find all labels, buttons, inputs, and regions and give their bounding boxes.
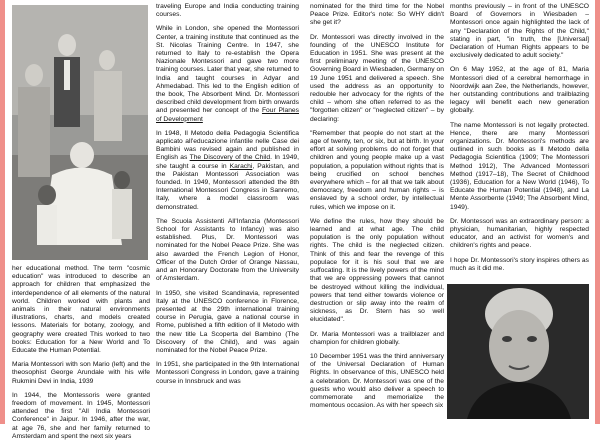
paragraph: In 1944, the Montessoris were granted freedom of movement. In 1945, Montessori attended the first "All India Montessori Conference" in Jaipur. In 1946, after the war, at age 76, she and her family returned to Amsterdam and spent the next six years bbox=[12, 391, 150, 440]
page-border-left bbox=[0, 0, 5, 424]
paragraph: On 6 May 1952, at the age of 81, Maria Montessori died of a cerebral hemorrhage in Noordwijk aan Zee, the Netherlands, however, her outstanding contributions and trailblazing legacy will benefit each new generation globally. bbox=[450, 66, 589, 115]
paragraph: The name Montessori is not legally protected. Hence, there are many Montessori organizations. Dr. Montessori's methods are outlined in such books as Il Metodo della Pedagogia Scientifica (1909; The Montessori Method 1912), The Advanced Montessori Method (1917–18), The Secret of Childhood (1936), Education for a New World (1946), To Educate the Human Potential (1948), and La Mente Assorbente (1949; The Absorbent Mind, 1949). bbox=[450, 121, 589, 211]
paragraph: Dr. Montessori was an extraordinary person: a physician, humanitarian, highly respected educator, and an activist for women's and children's rights and peace. bbox=[450, 217, 589, 250]
photo-caption: Maria Montessori with son Mario (left) and the theosophist George Arundale with his wife Rukmini Devi in India, 1939 bbox=[12, 361, 150, 385]
paragraph: I hope Dr. Montessori's story inspires others as much as it did me. bbox=[450, 256, 589, 272]
quote-paragraph: We define the rules, how they should be learned and at what age. The child population is the only population without rights. The child is the neglected citizen. Think of this and fear the revenge of this populace for it is his soul that we are suffocating. It is the lively powers of the mind that we are oppressing powers that cannot be destroyed without killing the individual, powers that tend either towards violence or destruction or slip away into the realm of sickness, as Dr. Stern has so well elucidated". bbox=[310, 217, 444, 324]
column-3 bbox=[310, 3, 444, 416]
paragraph: 10 December 1951 was the third anniversary of the Universal Declaration of Human Rights. In observance of this, UNESCO held a celebration. Dr. Montessori was one of the guests who would also deliver a speech to commemorate and memorialize the momentous occasion. As with her speech six bbox=[310, 352, 444, 410]
group-photo bbox=[12, 5, 148, 260]
portrait-photo bbox=[447, 284, 589, 419]
page-border-right bbox=[595, 0, 600, 424]
column-1 bbox=[12, 265, 150, 447]
paragraph: In 1951, she participated in the 9th International Montessori Congress in London, gave a training course in Innsbruck and was bbox=[156, 361, 299, 385]
paragraph: Dr. Maria Montessori was a trailblazer and champion for children globally. bbox=[310, 330, 444, 346]
paragraph: months previously – in front of the UNESCO Board of Governors in Wiesbaden – Montessori once again highlighted the lack of any "Declaration of the Rights of the Child," stating in part, "in truth, the [Universal] Declaration of Human Rights appears to be exclusively dedicated to adult society." bbox=[450, 3, 589, 60]
paragraph: Dr. Montessori was directly involved in the founding of the UNESCO Institute for Education in 1951. She was present at the first preliminary meeting of the UNESCO Governing Board in Wiesbaden, Germany on 19 June 1951 and delivered a speech. She used the address as an opportunity to redouble her advocacy for the rights of the child – whom she often referred to as the "forgotten citizen" or "neglected citizen" – by declaring: bbox=[310, 33, 444, 123]
four-planes-link[interactable]: Four Planes of Development bbox=[156, 107, 299, 123]
paragraph: In 1948, Il Metodo della Pedagogia Scientifica applicato all'educazione infantile nelle Case dei Bambini was revised again and published in English as The Discovery of the Child. In 1949, she taught a course in Karachi, Pakistan, and the Pakistan Montessori Association was founded. In 1949, Montessori attended the 8th International Montessori Congress in Sanremo, Italy, where a model classroom was demonstrated. bbox=[156, 129, 299, 211]
quote-paragraph: "Remember that people do not start at the age of twenty, ten, or six, but at birth. In your effort at solving problems do not forget that children and young people make up a vast population, a population without rights that is being crucified on school benches everywhere which – for all that we talk about democracy, freedom and human rights – is enslaved by a school order, by intellectual rules, which we impose on it. bbox=[310, 129, 444, 211]
column-2 bbox=[156, 3, 299, 392]
paragraph: traveling Europe and India conducting training courses. bbox=[156, 3, 299, 19]
karachi-link[interactable]: Karachi bbox=[229, 162, 253, 170]
paragraph: While in London, she opened the Montessori Center, a training institute that continued as the St. Nicolas Training Centre. In 1947, she returned to Italy to re-establish the Opera Nazionale Montessori and gave two more training courses. Later that year, she returned to India and taught courses in Adyar and Ahmedabad. This led to the English edition of the book, The Absorbent Mind. Dr. Montessori described child development from birth onwards and presented her concept of the Four Planes of Development bbox=[156, 25, 299, 123]
discovery-of-child-link[interactable]: The Discovery of the Child bbox=[189, 154, 271, 162]
paragraph: In 1950, she visited Scandinavia, represented Italy at the UNESCO conference in Florence, presented at the 29th international training course in Perugia, gave a national course in Rome, published a fifth edition of Il Metodo with the new title La Scoperta del Bambino (The Discovery of the Child), and was again nominated for the Nobel Peace Prize. bbox=[156, 289, 299, 354]
column-4 bbox=[450, 3, 589, 279]
paragraph: her educational method. The term "cosmic education" was introduced to describe an approach for children that emphasized the interdependence of all elements of the natural world. Children worked with plants and animals in their natural environments illustrations, charts, and models created lessons. Materials for botany, zoology, and geography were created This worked to two books: Education for a New World and To Educate the Human Potential. bbox=[12, 265, 150, 355]
group-photo-icon bbox=[12, 5, 148, 260]
portrait-photo-icon bbox=[447, 284, 589, 419]
paragraph: The Scuola Assistenti All'Infanzia (Montessori School for Assistants to Infancy) was also established. Plus, Dr. Montessori was nominated for the Nobel Peace Prize. She was also awarded the French Legion of Honor, Officer of the Dutch Order of Orange Nassau, and an Honorary Doctorate from the University of Amsterdam. bbox=[156, 217, 299, 283]
paragraph: nominated for the third time for the Nobel Peace Prize. Editor's note: So WHY didn't she get it? bbox=[310, 3, 444, 27]
